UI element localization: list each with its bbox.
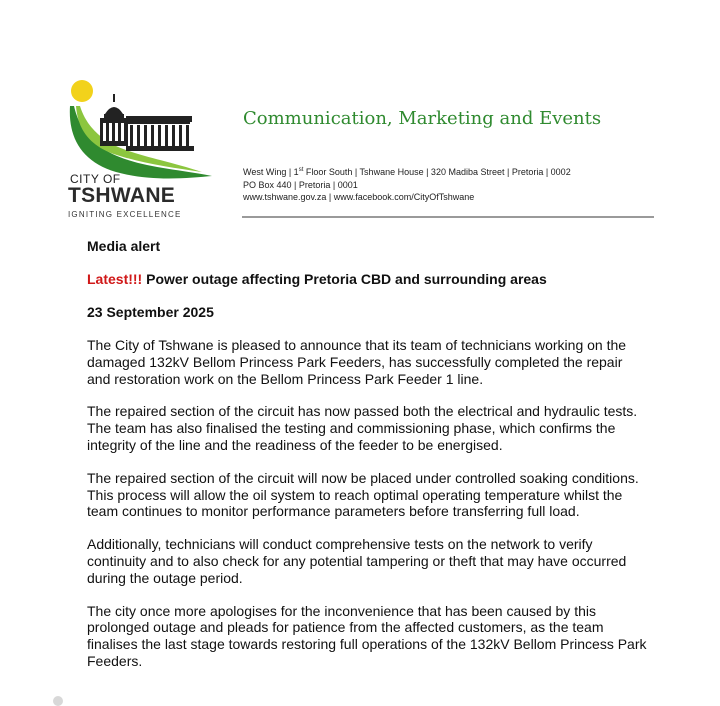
- city-of-tshwane-logo: [62, 76, 222, 222]
- address-line-1: [243, 164, 571, 179]
- address-block: [243, 164, 571, 204]
- header-divider: [242, 216, 654, 218]
- address-line-1-start: West Wing | 1: [243, 167, 299, 177]
- paragraph: The city once more apologises for the inconvenience that has been caused by this prolonged outage and pleads for patience from the affected customers, as the team finalises the last stage towards restoring full operations of the 132kV Bellom Princess Park Feeders.: [87, 602, 647, 669]
- document-body: [87, 238, 647, 686]
- address-line-1-end: Floor South | Tshwane House | 320 Madiba Street | Pretoria | 0002: [303, 167, 571, 177]
- sun-icon: [71, 80, 93, 102]
- address-line-2: PO Box 440 | Pretoria | 0001: [243, 179, 358, 190]
- paragraph: The repaired section of the circuit has now passed both the electrical and hydraulic tests. The team has also finalised the testing and commissioning phase, which confirms the integrity of the line and the readiness of the feeder to be energised.: [87, 403, 638, 453]
- document-type: Media alert: [87, 238, 161, 254]
- department-title: Communication, Marketing and Events: [243, 108, 602, 129]
- paragraph: The repaired section of the circuit will now be placed under controlled soaking conditions. This process will allow the oil system to reach optimal operating temperature whilst the team continues to monitor performance parameters before transferring full load.: [87, 469, 639, 520]
- address-line-1-sup: st: [298, 167, 304, 173]
- logo-tagline: IGNITING EXCELLENCE: [68, 210, 182, 219]
- release-date: 23 September 2025: [87, 304, 214, 320]
- page-indicator-dot: [53, 696, 63, 706]
- headline: [87, 271, 647, 288]
- logo-tshwane: TSHWANE: [68, 184, 176, 207]
- logo-city-of: CITY OF: [70, 172, 121, 186]
- address-websites: www.tshwane.gov.za | www.facebook.com/CityOfTshwane: [243, 192, 475, 202]
- paragraph: The City of Tshwane is pleased to announce that its team of technicians working on the damaged 132kV Bellom Princess Park Feeders, has successfully completed the repair and restoration work on the Bellom Princess Park Feeder 1 line.: [87, 337, 627, 387]
- headline-text: Power outage affecting Pretoria CBD and surrounding areas: [142, 271, 547, 287]
- latest-tag: Latest!!!: [87, 271, 143, 287]
- paragraph: Additionally, technicians will conduct comprehensive tests on the network to verify continuity and to also check for any potential tampering or theft that may have occurred during the outage period.: [87, 536, 627, 586]
